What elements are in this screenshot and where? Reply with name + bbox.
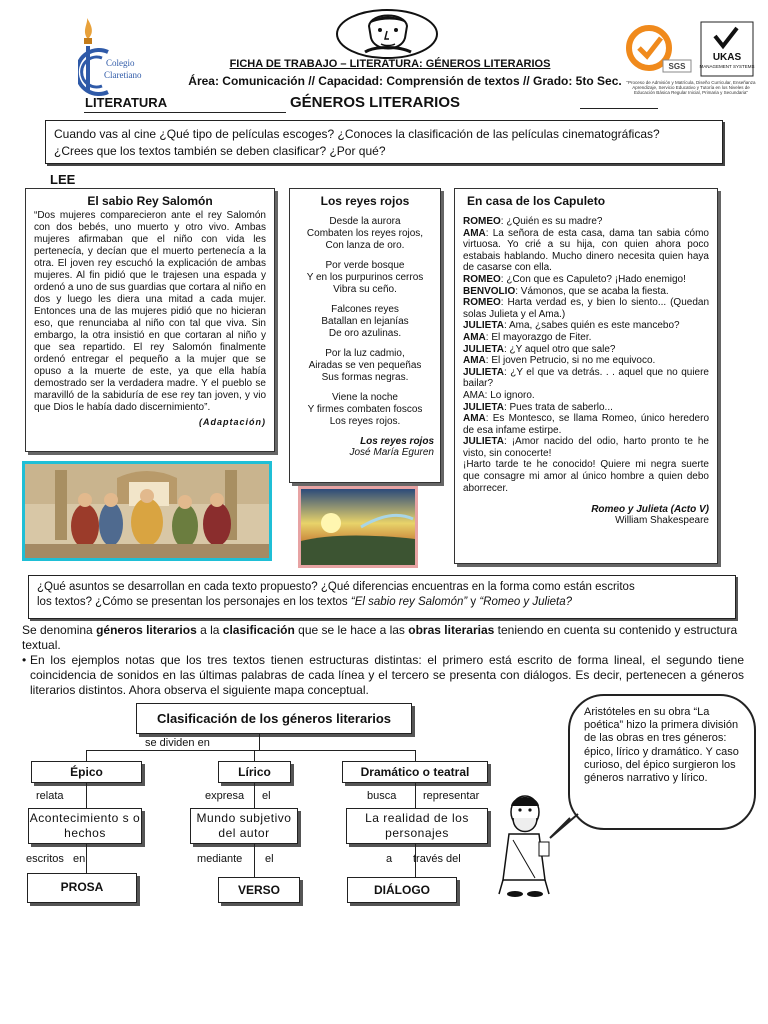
poem-stanza — [296, 304, 434, 340]
genre-lirico: Lírico — [218, 761, 291, 783]
connector-line — [415, 783, 416, 808]
dialogue-line: JULIETA: ¡Amor nacido del odio, harto pronto te he visto, sin conocerte! — [463, 436, 709, 459]
capuleto-work: Romeo y Julieta (Acto V) — [591, 504, 709, 516]
content-realidad-personajes: La realidad de los personajes — [346, 808, 488, 844]
connector-line — [254, 844, 255, 877]
capuleto-author: William Shakespeare — [615, 515, 709, 527]
intro-question-box — [45, 120, 723, 164]
bubble-text: Aristóteles en su obra “La poética” hizo la primera división de las obras en tres géneros: épico, lírico y dramático. Y caso curioso, del épico surgieron los géneros narrativo y lírico. — [584, 706, 739, 785]
dialogue-line: AMA: Lo ignoro. — [463, 389, 535, 401]
image-red-sky — [298, 486, 418, 568]
ukas-sub-label: MANAGEMENT SYSTEMS — [699, 64, 755, 69]
speaker: JULIETA — [463, 320, 504, 332]
speaker: AMA — [463, 355, 486, 367]
connector-line — [86, 783, 87, 808]
worksheet-title: FICHA DE TRABAJO – LITERATURA: GÉNEROS LITERARIOS — [229, 58, 551, 70]
subject-label: LITERATURA — [85, 95, 168, 110]
connector-line — [86, 750, 416, 751]
link-label-escritos: escritos — [26, 853, 64, 865]
intro-question-line-2: ¿Crees que los textos también se deben clasificar? ¿Por qué? — [54, 144, 386, 158]
analysis-question-line-1: ¿Qué asuntos se desarrollan en cada texto propuesto? ¿Qué diferencias encuentras en la forma como están escritos — [37, 581, 635, 593]
text-card-capuleto — [454, 188, 718, 564]
speaker: AMA — [463, 331, 486, 343]
school-logo-text-1: Colegio — [106, 58, 135, 68]
link-label-mediante: mediante — [197, 853, 243, 865]
explanation-bullet — [22, 653, 744, 698]
reyes-author: José María Eguren — [349, 447, 434, 458]
salomon-body: “Dos mujeres comparecieron ante el rey Salomón con dos bebés, uno muerto y otro vivo. Ambas mujeres afirmaban que el niño con vida les pertenecía, y decían que el muerto pertenecía a la otra. El joven rey escuchó la explicación de ambas mujeres. Al fin pidió que le trajesen una espada y ordenó a uno de sus guardias que cortara al niño en dos y luego les diera una mitad a cada mujer. Entonces una de las mujeres pidió que no hicieran eso, que renunciaba al niño con tal que viva. Sin embargo, la otra insistió en que cortaran al niño y que sea repartido. El rey Salomón finalmente ordenó entregar el pequeño a la mujer que se opuso a la muerte de este, ya que ella había demostrado ser la verdadera madre. Y el pueblo se maravilló de la sabiduría de ese rey tan joven, y vio que Dios le había dado discernimiento”. — [34, 210, 266, 413]
genre-dramatico: Dramático o teatral — [342, 761, 488, 783]
connector-line — [86, 844, 87, 873]
dialogue-line: JULIETA: ¿Y aquel otro que sale? — [463, 343, 616, 355]
aristotle-caricature — [495, 790, 557, 898]
school-logo — [78, 18, 158, 96]
dialogue-line: AMA: La señora de esta casa, dama tan sabia cómo virtuosa. Yo crié a su hija, con quien ahora poco estabais hablando. Mucho dinero necesita quien haya de casarse con ella. — [463, 227, 709, 274]
form-verso: VERSO — [218, 877, 300, 903]
dialogue-line: ROMEO: ¿Con que es Capuleto? ¡Hado enemigo! — [463, 273, 686, 285]
speaker: JULIETA — [463, 401, 504, 413]
form-dialogo: DIÁLOGO — [347, 877, 457, 903]
sgs-label: SGS — [668, 62, 686, 71]
dialogue-line: ¡Harto tarde te he conocido! Quiere mi negra suerte que consagre mi amor al único hombre a quien debo aborrecer. — [463, 459, 709, 494]
school-logo-text-2: Claretiano — [104, 70, 142, 80]
speaker: AMA — [463, 413, 486, 425]
analysis-question-box — [28, 575, 736, 619]
speech-bubble — [568, 694, 756, 830]
poem-line: Por verde bosque — [325, 260, 405, 271]
dialogue-line: JULIETA: Ama, ¿sabes quién es este mancebo? — [463, 320, 680, 332]
speaker: ROMEO — [463, 216, 501, 227]
certification-logos — [625, 20, 755, 78]
dialogue — [463, 216, 709, 494]
speaker: AMA — [463, 227, 486, 239]
content-acontecimientos: Acontecimiento s o hechos — [28, 808, 142, 844]
poem-line: Batallan en lejanías — [321, 316, 409, 327]
genre-epico: Épico — [31, 761, 142, 783]
link-label-expresa: expresa — [205, 790, 245, 802]
speaker: BENVOLIO — [463, 285, 516, 297]
bullet-icon: • — [22, 653, 27, 667]
poem-line: Falcones reyes — [331, 304, 399, 315]
link-label-relata: relata — [36, 790, 64, 802]
certification-scope-text: "Proceso de Admisión y Matrícula, Diseño Curricular, Enseñanza Aprendizaje, Servicio Educativo y Tutoría en los Niveles de Educación Básica Regular Inicial, Primaria y Secundaria" — [626, 80, 756, 95]
connector-line — [254, 783, 255, 808]
salomon-note: (Adaptación) — [199, 417, 266, 427]
dialogue-line: AMA: El joven Petrucio, si no me equivoco. — [463, 355, 656, 367]
poem-line: Desde la aurora — [329, 216, 401, 227]
concept-map-title: Clasificación de los géneros literarios — [136, 703, 412, 734]
text-card-reyes-rojos — [289, 188, 441, 483]
link-label-en: en — [73, 853, 86, 865]
poem-stanza — [296, 392, 434, 428]
reyes-title: Los reyes rojos — [320, 194, 410, 208]
connector-line — [86, 750, 87, 761]
reyes-signature-title: Los reyes rojos — [360, 436, 434, 447]
poem-line: Con lanza de oro. — [325, 240, 405, 251]
dialogue-line: BENVOLIO: Vámonos, que se acaba la fiesta. — [463, 285, 669, 297]
page-title: GÉNEROS LITERARIOS — [290, 94, 461, 111]
poem-stanza — [296, 348, 434, 384]
link-label-divide: se dividen en — [145, 737, 210, 749]
dialogue-line: JULIETA: Pues trata de saberlo... — [463, 401, 613, 413]
analysis-question-line-2: los textos? ¿Cómo se presentan los personajes en los textos “El sabio rey Salomón” y “Romeo y Julieta? — [37, 596, 573, 608]
poem-line: Sus formas negras. — [321, 372, 409, 383]
poem-line: Viene la noche — [332, 392, 398, 403]
salomon-title: El sabio Rey Salomón — [87, 194, 213, 208]
link-label-el: el — [262, 790, 271, 802]
dialogue-line: AMA: El mayorazgo de Fiter. — [463, 331, 592, 343]
portrait-emblem — [335, 8, 440, 60]
speaker: JULIETA — [463, 436, 504, 448]
poem-line: De oro azulinas. — [328, 328, 402, 339]
speaker: JULIETA — [463, 366, 504, 378]
poem-stanza — [296, 216, 434, 252]
speaker: ROMEO — [463, 273, 501, 285]
poem-line: Airadas se ven pequeñas — [308, 360, 422, 371]
painting-salomon-judgment — [22, 461, 272, 561]
poem-line: Combaten los reyes rojos, — [306, 228, 424, 239]
link-label-a: a — [386, 853, 393, 865]
read-label: LEE — [50, 172, 76, 187]
connector-line — [259, 734, 260, 750]
explanation-text: En los ejemplos notas que los tres textos tienen estructuras distintas: el primero está escrito de forma lineal, el segundo tiene coincidencia de sonidos en las últimas palabras de cada línea y el tercero se presenta con diálogos. Es decir, pertenecen a géneros literarios distintos. Ahora observa el siguiente mapa conceptual. — [30, 653, 744, 697]
dialogue-line: ROMEO: ¿Quién es su madre? — [463, 216, 603, 227]
ukas-label: UKAS — [712, 52, 742, 63]
intro-question-line-1: Cuando vas al cine ¿Qué tipo de películas escoges? ¿Conoces la clasificación de las películas cinematográficas? — [54, 127, 660, 141]
connector-line — [415, 750, 416, 761]
poem-line: Vibra su ceño. — [333, 284, 397, 295]
dialogue-line: ROMEO: Harta verdad es, y bien lo siento... (Quedan solas Julieta y el Ama.) — [463, 297, 709, 320]
speaker: JULIETA — [463, 343, 504, 355]
poem-stanza — [296, 260, 434, 296]
text-card-salomon — [25, 188, 275, 452]
connector-line — [254, 750, 255, 761]
content-mundo-subjetivo: Mundo subjetivo del autor — [190, 808, 298, 844]
dialogue-line: AMA: Es Montesco, se llama Romeo, único heredero de esa infame estirpe. — [463, 413, 709, 436]
form-prosa: PROSA — [27, 873, 137, 903]
header-rule — [84, 112, 286, 113]
speaker: ROMEO — [463, 297, 501, 309]
blank-line — [580, 108, 658, 109]
capuleto-title: En casa de los Capuleto — [467, 194, 606, 208]
link-label-el-2: el — [265, 853, 274, 865]
worksheet-subtitle: Área: Comunicación // Capacidad: Comprensión de textos // Grado: 5to Sec. — [188, 74, 622, 88]
dialogue-line: JULIETA: ¿Y el que va detrás. . . aquel que no quiere bailar? — [463, 366, 709, 390]
link-label-busca: busca — [367, 790, 397, 802]
capuleto-signature — [463, 504, 709, 526]
definition-paragraph: Se denomina géneros literarios a la clasificación que se le hace a las obras literarias teniendo en cuenta su contenido y estructura textual. — [22, 623, 738, 652]
link-label-traves: través del — [413, 853, 461, 865]
poem-line: Por la luz cadmio, — [325, 348, 405, 359]
poem-line: Y firmes combaten foscos — [307, 404, 423, 415]
link-label-representar: representar — [423, 790, 480, 802]
poem-line: Y en los purpurinos cerros — [306, 272, 424, 283]
poem-line: Los reyes rojos. — [329, 416, 401, 427]
